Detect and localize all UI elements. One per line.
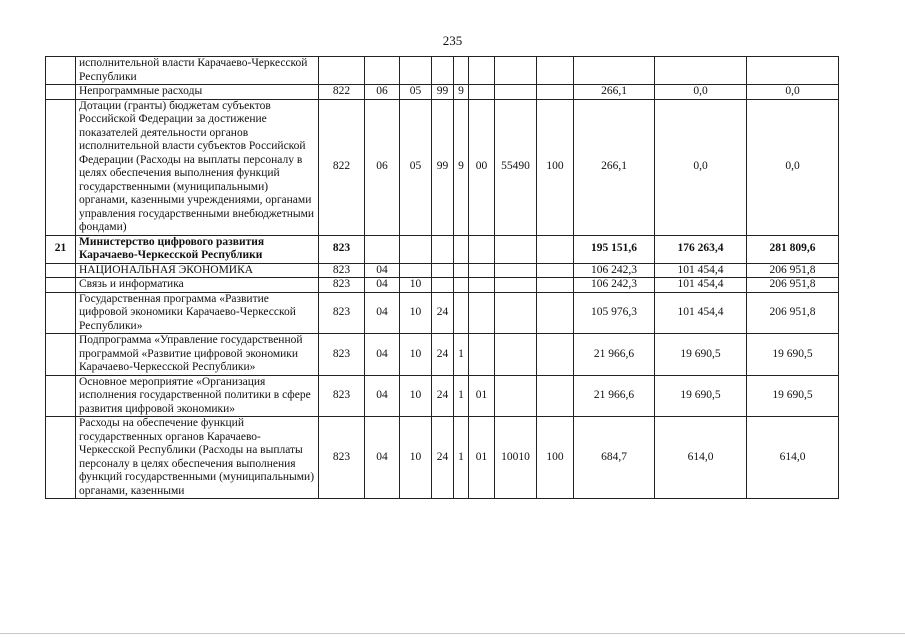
subprogram-code-cell (454, 263, 469, 278)
program-code-cell: 24 (432, 334, 454, 376)
subsection-cell: 05 (400, 99, 432, 235)
amount-year3-cell: 614,0 (747, 417, 839, 499)
name-cell: исполнительной власти Карачаево-Черкесской Республики (76, 57, 319, 85)
amount-year1-cell: 195 151,6 (574, 235, 655, 263)
event-code-cell: 00 (469, 99, 495, 235)
amount-year3-cell: 206 951,8 (747, 263, 839, 278)
amount-year1-cell: 266,1 (574, 99, 655, 235)
row-number-cell (46, 57, 76, 85)
row-number-cell (46, 99, 76, 235)
name-cell: Министерство цифрового развития Карачаево-Черкесской Республики (76, 235, 319, 263)
amount-year3-cell: 206 951,8 (747, 292, 839, 334)
amount-year2-cell: 101 454,4 (655, 278, 747, 293)
amount-year2-cell: 101 454,4 (655, 292, 747, 334)
event-code-cell (469, 85, 495, 100)
direction-code-cell (495, 57, 537, 85)
amount-year2-cell: 19 690,5 (655, 375, 747, 417)
direction-code-cell (495, 85, 537, 100)
table-row (46, 235, 839, 263)
row-number-cell: 21 (46, 235, 76, 263)
event-code-cell (469, 278, 495, 293)
subsection-cell (400, 57, 432, 85)
program-code-cell: 24 (432, 292, 454, 334)
subsection-cell (400, 235, 432, 263)
program-code-cell: 24 (432, 417, 454, 499)
amount-year2-cell: 19 690,5 (655, 334, 747, 376)
ministry-code-cell: 823 (319, 263, 365, 278)
amount-year1-cell: 106 242,3 (574, 263, 655, 278)
direction-code-cell: 10010 (495, 417, 537, 499)
ministry-code-cell: 822 (319, 85, 365, 100)
name-cell: Основное мероприятие «Организация исполнения государственной политики в сфере развития цифровой экономики» (76, 375, 319, 417)
subprogram-code-cell (454, 292, 469, 334)
section-cell: 06 (365, 99, 400, 235)
section-cell: 04 (365, 292, 400, 334)
expense-type-cell (537, 263, 574, 278)
expense-type-cell (537, 235, 574, 263)
page-number: 235 (442, 33, 463, 48)
program-code-cell (432, 57, 454, 85)
subsection-cell: 10 (400, 292, 432, 334)
name-cell: НАЦИОНАЛЬНАЯ ЭКОНОМИКА (76, 263, 319, 278)
name-cell: Государственная программа «Развитие цифровой экономики Карачаево-Черкесской Республики» (76, 292, 319, 334)
name-cell: Дотации (гранты) бюджетам субъектов Российской Федерации за достижение показателей деятельности органов исполнительной власти субъектов Российской Федерации (Расходы на выплаты персоналу в целях обеспечения выполнения функций государственными (муниципальными) органами, казенными учреждениями, органами управления государственными внебюджетными фондами) (76, 99, 319, 235)
direction-code-cell (495, 278, 537, 293)
row-number-cell (46, 417, 76, 499)
event-code-cell (469, 334, 495, 376)
direction-code-cell (495, 334, 537, 376)
expense-type-cell (537, 278, 574, 293)
table-row (46, 85, 839, 100)
subprogram-code-cell (454, 57, 469, 85)
program-code-cell (432, 278, 454, 293)
table-row (46, 99, 839, 235)
ministry-code-cell: 823 (319, 375, 365, 417)
subsection-cell: 10 (400, 417, 432, 499)
amount-year1-cell: 105 976,3 (574, 292, 655, 334)
ministry-code-cell: 822 (319, 99, 365, 235)
event-code-cell: 01 (469, 417, 495, 499)
ministry-code-cell: 823 (319, 235, 365, 263)
amount-year3-cell: 281 809,6 (747, 235, 839, 263)
amount-year1-cell (574, 57, 655, 85)
amount-year1-cell: 106 242,3 (574, 278, 655, 293)
program-code-cell (432, 235, 454, 263)
amount-year2-cell: 101 454,4 (655, 263, 747, 278)
amount-year3-cell (747, 57, 839, 85)
amount-year3-cell: 19 690,5 (747, 334, 839, 376)
program-code-cell: 99 (432, 99, 454, 235)
event-code-cell (469, 57, 495, 85)
expense-type-cell (537, 292, 574, 334)
amount-year3-cell: 19 690,5 (747, 375, 839, 417)
amount-year2-cell: 0,0 (655, 99, 747, 235)
direction-code-cell (495, 235, 537, 263)
amount-year2-cell: 0,0 (655, 85, 747, 100)
row-number-cell (46, 375, 76, 417)
event-code-cell (469, 292, 495, 334)
expense-type-cell (537, 375, 574, 417)
event-code-cell (469, 235, 495, 263)
direction-code-cell (495, 263, 537, 278)
ministry-code-cell: 823 (319, 417, 365, 499)
amount-year3-cell: 206 951,8 (747, 278, 839, 293)
subsection-cell: 10 (400, 334, 432, 376)
direction-code-cell: 55490 (495, 99, 537, 235)
amount-year3-cell: 0,0 (747, 85, 839, 100)
expense-type-cell: 100 (537, 417, 574, 499)
row-number-cell (46, 263, 76, 278)
amount-year1-cell: 684,7 (574, 417, 655, 499)
expense-type-cell (537, 85, 574, 100)
row-number-cell (46, 334, 76, 376)
table-row (46, 375, 839, 417)
amount-year1-cell: 266,1 (574, 85, 655, 100)
section-cell: 04 (365, 278, 400, 293)
amount-year2-cell (655, 57, 747, 85)
row-number-cell (46, 85, 76, 100)
name-cell: Расходы на обеспечение функций государственных органов Карачаево-Черкесской Республики (Расходы на выплаты персоналу в целях обеспечения выполнения функций государственными (муниципальными) органами, казенными (76, 417, 319, 499)
section-cell: 04 (365, 263, 400, 278)
amount-year3-cell: 0,0 (747, 99, 839, 235)
table-row (46, 292, 839, 334)
table-row (46, 334, 839, 376)
subprogram-code-cell (454, 235, 469, 263)
ministry-code-cell: 823 (319, 292, 365, 334)
section-cell: 04 (365, 417, 400, 499)
subprogram-code-cell: 1 (454, 375, 469, 417)
ministry-code-cell: 823 (319, 278, 365, 293)
name-cell: Связь и информатика (76, 278, 319, 293)
subprogram-code-cell: 9 (454, 85, 469, 100)
subprogram-code-cell: 1 (454, 334, 469, 376)
event-code-cell: 01 (469, 375, 495, 417)
amount-year1-cell: 21 966,6 (574, 375, 655, 417)
subprogram-code-cell (454, 278, 469, 293)
row-number-cell (46, 292, 76, 334)
section-cell: 06 (365, 85, 400, 100)
subsection-cell (400, 263, 432, 278)
subsection-cell: 10 (400, 278, 432, 293)
name-cell: Подпрограмма «Управление государственной программой «Развитие цифровой экономики Карачаево-Черкесской Республики» (76, 334, 319, 376)
section-cell (365, 235, 400, 263)
amount-year2-cell: 614,0 (655, 417, 747, 499)
table-row (46, 278, 839, 293)
program-code-cell (432, 263, 454, 278)
section-cell: 04 (365, 334, 400, 376)
program-code-cell: 24 (432, 375, 454, 417)
subsection-cell: 05 (400, 85, 432, 100)
expense-type-cell (537, 334, 574, 376)
subprogram-code-cell: 9 (454, 99, 469, 235)
scan-edge-line (0, 633, 905, 634)
program-code-cell: 99 (432, 85, 454, 100)
section-cell: 04 (365, 375, 400, 417)
ministry-code-cell (319, 57, 365, 85)
event-code-cell (469, 263, 495, 278)
direction-code-cell (495, 292, 537, 334)
table-row (46, 263, 839, 278)
amount-year1-cell: 21 966,6 (574, 334, 655, 376)
ministry-code-cell: 823 (319, 334, 365, 376)
expense-type-cell (537, 57, 574, 85)
amount-year2-cell: 176 263,4 (655, 235, 747, 263)
direction-code-cell (495, 375, 537, 417)
budget-table-body (46, 57, 839, 499)
section-cell (365, 57, 400, 85)
name-cell: Непрограммные расходы (76, 85, 319, 100)
subsection-cell: 10 (400, 375, 432, 417)
subprogram-code-cell: 1 (454, 417, 469, 499)
table-row (46, 417, 839, 499)
budget-table (45, 56, 839, 499)
expense-type-cell: 100 (537, 99, 574, 235)
table-row (46, 57, 839, 85)
row-number-cell (46, 278, 76, 293)
